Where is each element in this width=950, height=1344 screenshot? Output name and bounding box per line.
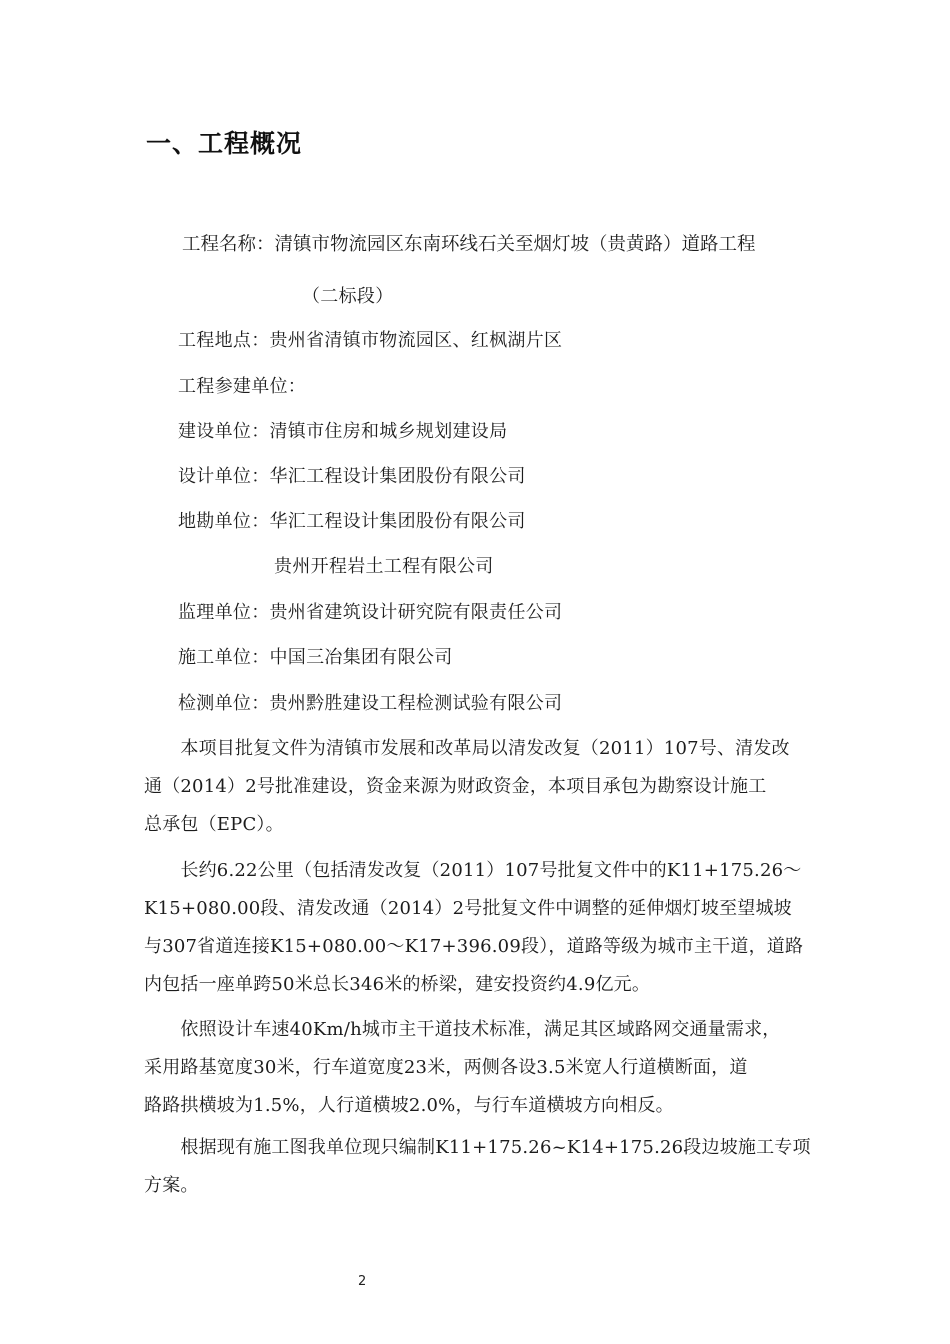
- paragraph-line: 采用路基宽度30米，行车道宽度23米，两侧各设3.5米宽人行道横断面，道: [144, 1057, 748, 1078]
- participant-construction-unit: 建设单位：清镇市住房和城乡规划建设局: [178, 421, 508, 442]
- participant-supervision-unit: 监理单位：贵州省建筑设计研究院有限责任公司: [178, 602, 563, 623]
- paragraph-line: 与307省道连接K15+080.00～K17+396.09段），道路等级为城市主干道，道路: [144, 936, 804, 957]
- paragraph-line: 依照设计车速40Km/h城市主干道技术标准，满足其区域路网交通量需求，: [144, 1019, 781, 1040]
- paragraph-line: 方案。: [144, 1175, 199, 1196]
- page-number: 2: [358, 1274, 367, 1289]
- participants-heading: 工程参建单位：: [178, 376, 307, 397]
- paragraph-line: 本项目批复文件为清镇市发展和改革局以清发改复（2011）107号、清发改: [144, 738, 790, 759]
- paragraph-line: 长约6.22公里（包括清发改复（2011）107号批复文件中的K11+175.26～: [144, 860, 802, 881]
- project-name-continuation: （二标段）: [302, 286, 394, 307]
- participant-survey-unit-2: 贵州开程岩土工程有限公司: [274, 556, 494, 577]
- section-title: 一、工程概况: [146, 129, 303, 158]
- project-name-value: 清镇市物流园区东南环线石关至烟灯坡（贵黄路）道路工程: [274, 234, 756, 255]
- paragraph-line: 通（2014）2号批准建设，资金来源为财政资金，本项目承包为勘察设计施工: [144, 776, 767, 797]
- paragraph-line: 内包括一座单跨50米总长346米的桥梁，建安投资约4.9亿元。: [144, 974, 651, 995]
- paragraph-line: 路路拱横坡为1.5%，人行道横坡2.0%，与行车道横坡方向相反。: [144, 1095, 674, 1116]
- paragraph-line: K15+080.00段、清发改通（2014）2号批复文件中调整的延伸烟灯坡至望城坡: [144, 898, 792, 919]
- project-name-line: [182, 230, 756, 256]
- paragraph-line: 总承包（EPC）。: [144, 814, 284, 835]
- participant-survey-unit: 地勘单位：华汇工程设计集团股份有限公司: [178, 511, 526, 532]
- project-name-label: 工程名称：: [182, 234, 275, 255]
- paragraph-line: 根据现有施工图我单位现只编制K11+175.26~K14+175.26段边坡施工专项: [144, 1137, 811, 1158]
- project-location: 工程地点：贵州省清镇市物流园区、红枫湖片区: [178, 330, 563, 351]
- participant-testing-unit: 检测单位：贵州黔胜建设工程检测试验有限公司: [178, 693, 563, 714]
- participant-contractor-unit: 施工单位：中国三冶集团有限公司: [178, 647, 453, 668]
- participant-design-unit: 设计单位：华汇工程设计集团股份有限公司: [178, 466, 526, 487]
